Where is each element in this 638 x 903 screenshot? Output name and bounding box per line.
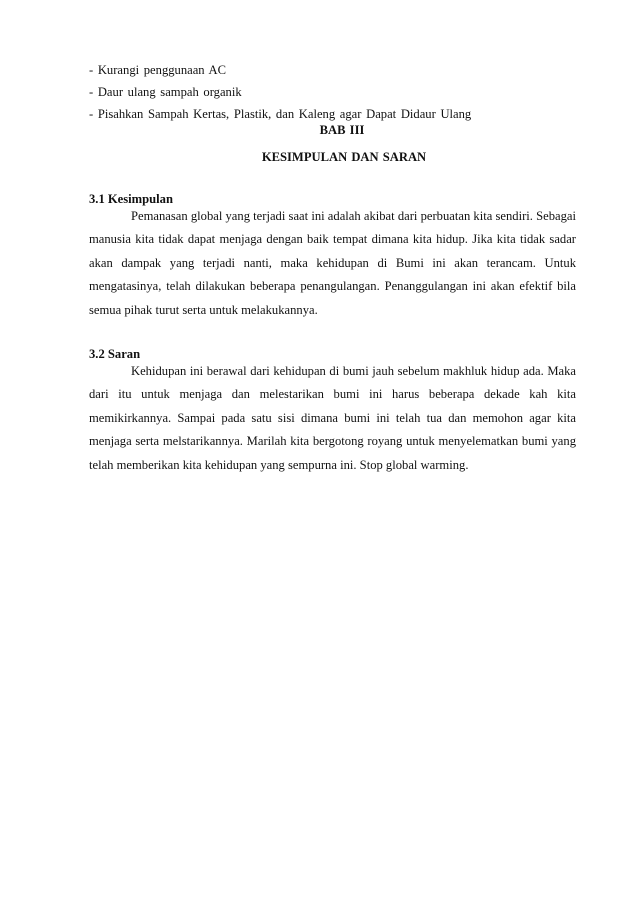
bullet-item: - Kurangi penggunaan AC (89, 63, 227, 77)
bullet-item: - Daur ulang sampah organik (89, 85, 242, 100)
bullet-item: - Pisahkan Sampah Kertas, Plastik, dan Kaleng agar Dapat Didaur Ulang (89, 107, 472, 122)
section-heading-kesimpulan: 3.1 Kesimpulan (89, 192, 173, 206)
chapter-title: KESIMPULAN DAN SARAN (261, 150, 427, 164)
section-heading-saran: 3.2 Saran (89, 347, 141, 361)
chapter-number: BAB III (319, 123, 365, 137)
section-paragraph-kesimpulan: Pemanasan global yang terjadi saat ini adalah akibat dari perbuatan kita sendiri. Sebagai manusia kita tidak dapat menjaga dengan baik tempat dimana kita hidup. Jika kita tidak sadar akan dampak yang terjadi nanti, maka kehidupan di Bumi ini akan terancam. Untuk mengatasinya, telah dilakukan beberapa penangulangan. Penanggulangan ini akan efektif bila semua pihak turut serta untuk melakukannya. (89, 209, 576, 317)
section-paragraph-saran: Kehidupan ini berawal dari kehidupan di bumi jauh sebelum makhluk hidup ada. Maka dari itu untuk menjaga dan melestarikan bumi ini harus beberapa dekade kah kita memikirkannya. Sampai pada satu sisi dimana bumi ini telah tua dan memohon agar kita menjaga serta melstarikannya. Marilah kita bergotong royang untuk menyelematkan bumi yang telah memberikan kita kehidupan yang sempurna ini. Stop global warming. (89, 364, 576, 472)
bullet-list (89, 59, 589, 126)
